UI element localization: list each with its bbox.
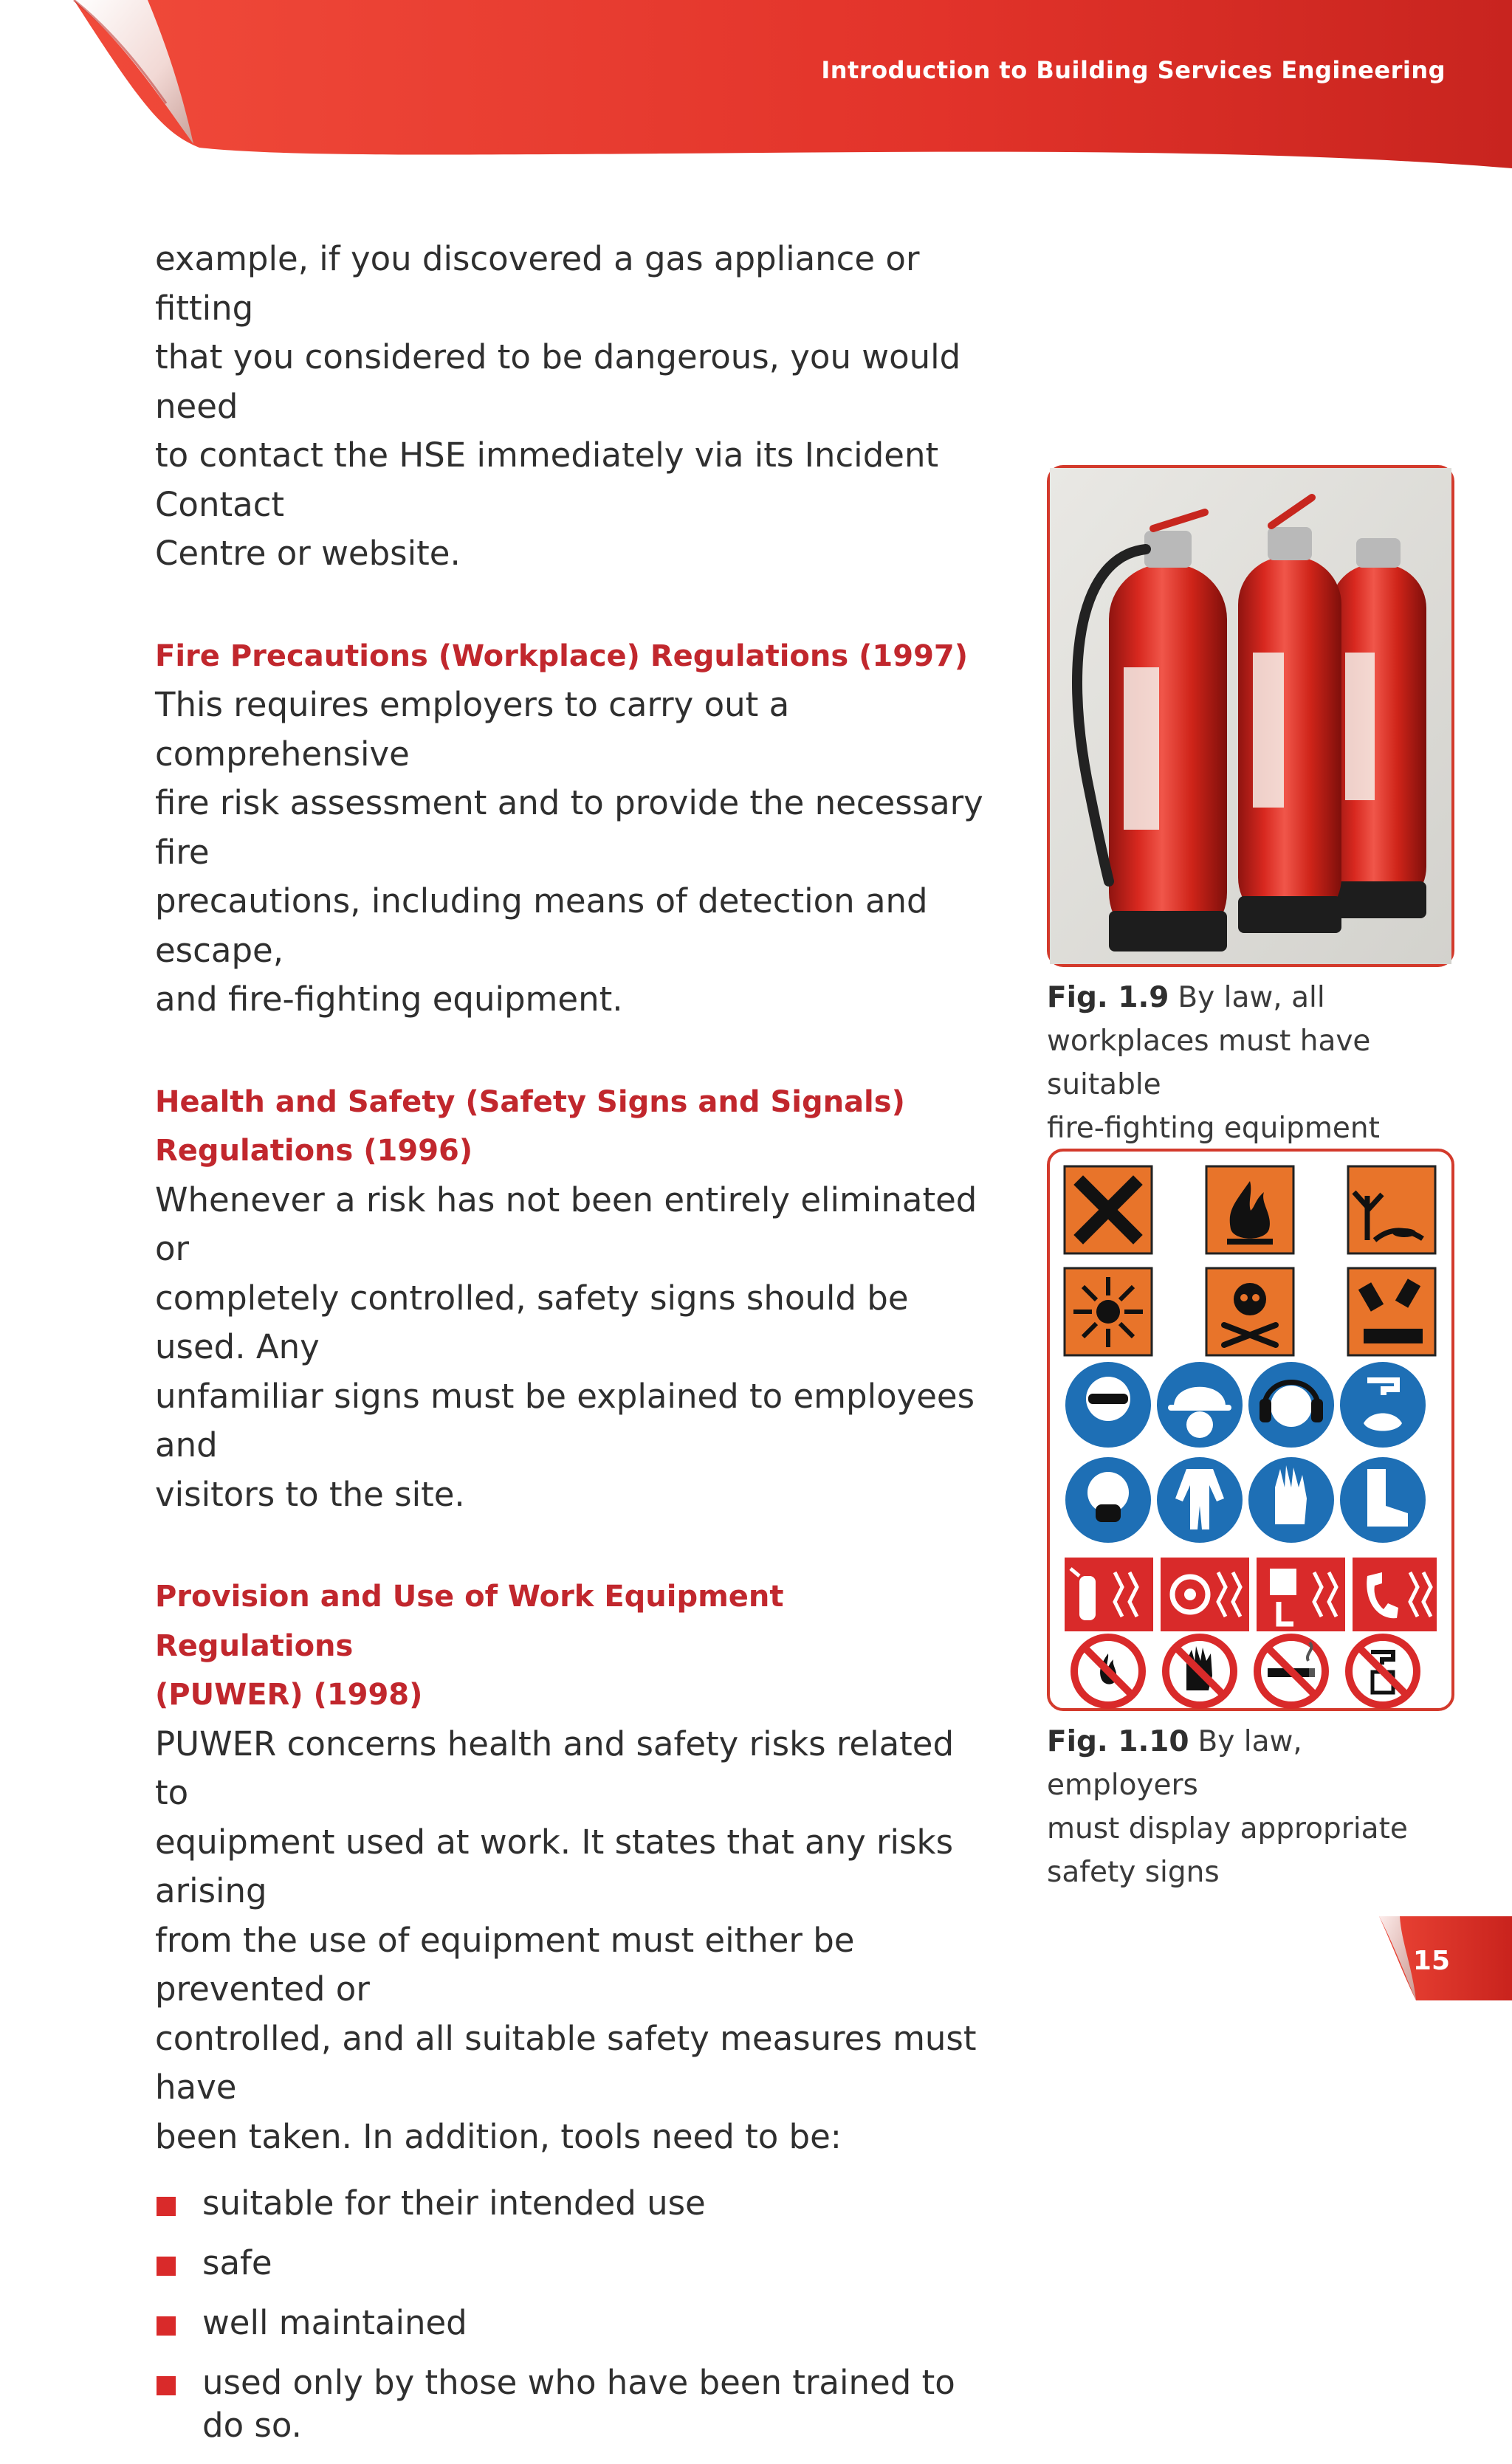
not-drinking-water-sign-icon (1349, 1637, 1417, 1705)
protective-clothing-sign-icon (1157, 1457, 1243, 1543)
square-bullet-icon (157, 2197, 176, 2216)
no-naked-flames-sign-icon (1074, 1637, 1142, 1705)
running-header-title: Introduction to Building Services Engineering (821, 56, 1446, 84)
list-item (155, 2302, 989, 2344)
fire-extinguisher-sign-icon (1065, 1558, 1153, 1631)
text-line: PUWER concerns health and safety risks related to (155, 1724, 955, 1812)
square-bullet-icon (157, 2316, 176, 2336)
tool-requirements-list (155, 2182, 989, 2447)
section-paragraph (155, 1176, 989, 1520)
ear-protection-sign-icon (1248, 1362, 1334, 1448)
text-line: that you considered to be dangerous, you would need (155, 337, 961, 426)
list-item-text: safe (202, 2243, 272, 2282)
heading-line: Regulations (1996) (155, 1134, 473, 1168)
text-line: to contact the HSE immediately via its Incident Contact (155, 436, 939, 524)
section-heading (155, 632, 989, 681)
figure-caption (1047, 1720, 1460, 1894)
caption-text: By law, all (1178, 981, 1325, 1014)
section-heading (155, 1572, 989, 1720)
text-line: unfamiliar signs must be explained to employees and (155, 1376, 975, 1465)
list-item (155, 2361, 989, 2447)
fire-hose-sign-icon (1161, 1558, 1249, 1631)
figure-label: Fig. 1.9 (1047, 981, 1169, 1014)
figure-caption (1047, 976, 1460, 1150)
wash-hands-sign-icon (1340, 1362, 1426, 1448)
text-line: example, if you discovered a gas appliance or fitting (155, 239, 920, 328)
list-item (155, 2242, 989, 2285)
page-header (0, 0, 1512, 170)
section-heading (155, 1078, 989, 1176)
square-bullet-icon (157, 2257, 176, 2276)
section-paragraph (155, 1720, 989, 2162)
text-line: Whenever a risk has not been entirely eliminated or (155, 1180, 977, 1268)
caption-line: fire-fighting equipment (1047, 1112, 1380, 1145)
caption-line: workplaces must have suitable (1047, 1025, 1371, 1101)
caption-line: safety signs (1047, 1856, 1220, 1889)
corrosive-sign-icon (1348, 1268, 1435, 1355)
toxic-sign-icon (1206, 1268, 1293, 1355)
respirator-sign-icon (1065, 1457, 1151, 1543)
list-item (155, 2182, 989, 2225)
intro-paragraph (155, 235, 989, 579)
figure-label: Fig. 1.10 (1047, 1725, 1189, 1758)
eye-protection-sign-icon (1065, 1362, 1151, 1448)
text-line: been taken. In addition, tools need to be: (155, 2116, 842, 2156)
figure-fire-extinguishers (1047, 465, 1454, 967)
hand-protection-sign-icon (1248, 1457, 1334, 1543)
section-fire-precautions (155, 632, 989, 1025)
header-banner (0, 0, 1512, 170)
text-line: controlled, and all suitable safety measures must have (155, 2018, 977, 2107)
section-puwer (155, 1572, 989, 2447)
text-line: and fire-fighting equipment. (155, 980, 623, 1019)
no-access-sign-icon (1166, 1637, 1234, 1705)
fire-telephone-sign-icon (1353, 1558, 1437, 1631)
flammable-sign-icon (1206, 1166, 1293, 1253)
heading-line: Health and Safety (Safety Signs and Signals) (155, 1084, 905, 1119)
page-number: 15 (1412, 1946, 1450, 1976)
safety-signs-image (1050, 1152, 1451, 1708)
fire-extinguishers-image (1050, 468, 1451, 964)
text-line: This requires employers to carry out a comprehensive (155, 685, 790, 774)
explosive-sign-icon (1065, 1268, 1152, 1355)
caption-line (1047, 976, 1460, 1019)
caption-text: By law, employers (1047, 1725, 1302, 1802)
extinguisher-icon (1330, 538, 1426, 918)
heading-line: Provision and Use of Work Equipment Regulations (155, 1580, 784, 1663)
caption-line: must display appropriate (1047, 1812, 1408, 1845)
text-line: Centre or website. (155, 534, 461, 573)
text-line: from the use of equipment must either be prevented or (155, 1920, 855, 2009)
heading-line: (PUWER) (1998) (155, 1678, 423, 1712)
main-text-column (155, 235, 989, 2464)
section-safety-signs (155, 1078, 989, 1520)
head-protection-sign-icon (1157, 1362, 1243, 1448)
square-bullet-icon (157, 2376, 176, 2395)
text-line: completely controlled, safety signs should be used. Any (155, 1278, 909, 1366)
text-line: precautions, including means of detection and escape, (155, 881, 928, 970)
foot-protection-sign-icon (1340, 1457, 1426, 1543)
list-item-text: suitable for their intended use (202, 2183, 706, 2223)
list-item-text: well maintained (202, 2303, 467, 2342)
harmful-sign-icon (1065, 1166, 1152, 1253)
figure-safety-signs (1047, 1149, 1454, 1711)
heading-line: Fire Precautions (Workplace) Regulations (1997) (155, 639, 969, 673)
section-paragraph (155, 681, 989, 1025)
environment-hazard-sign-icon (1348, 1166, 1435, 1253)
fire-alarm-sign-icon (1257, 1558, 1345, 1631)
text-line: visitors to the site. (155, 1474, 465, 1514)
text-line: equipment used at work. It states that any risks arising (155, 1822, 954, 1910)
caption-line (1047, 1720, 1460, 1807)
text-line: fire risk assessment and to provide the necessary fire (155, 783, 983, 872)
no-smoking-sign-icon (1257, 1637, 1325, 1705)
list-item-text: used only by those who have been trained to do so. (202, 2363, 955, 2445)
